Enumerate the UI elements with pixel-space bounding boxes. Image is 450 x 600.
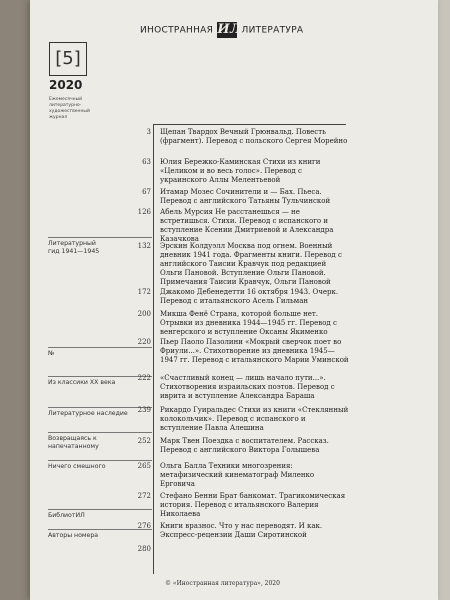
page-number: 239: [137, 406, 151, 414]
toc-entry: Пьер Паоло Пазолини «Мокрый сверчок поет во Фриули...». Стихотворение из дневника 1945—1947 гг. Перевод с итальянского Марии Уминской: [160, 338, 349, 364]
page-number: 63: [142, 158, 151, 166]
toc-entry: Микша Фенё Страна, которой больше нет. Отрывки из дневника 1944—1945 гг. Перевод с венгерского и вступление Оксаны Якименко: [160, 310, 337, 336]
section-returning: Возвращаясь к напечатанному: [48, 435, 99, 450]
section-divider: [48, 460, 152, 461]
page-number: 126: [137, 208, 151, 216]
page-number: 272: [137, 492, 151, 500]
page-number: 265: [137, 462, 151, 470]
page-number: 3: [146, 128, 151, 136]
logo-mark: ИЛ: [217, 22, 242, 37]
section-bibliotil: БиблиотИЛ: [48, 512, 85, 519]
divider-top: [153, 124, 346, 125]
section-classics: Из классики XX века: [48, 379, 116, 386]
toc-entry: Рикардо Гуиральдес Стихи из книги «Стеклянный колокольчик». Перевод с испанского и вступление Павла Алешина: [160, 406, 349, 432]
toc-entry: Ольга Балла Техники многозрения: метафизический кинематограф Миленко Ерговича: [160, 462, 315, 488]
tagline: Ежемесячный литературно-художественный журнал: [49, 97, 90, 120]
background-edge: [438, 0, 450, 600]
toc-entry: Книги вразнос. Что у нас переводят. И как. Экспресс-рецензии Даши Сиротинской: [160, 522, 323, 539]
page-number: 132: [137, 242, 151, 250]
journal-logo: [140, 22, 303, 38]
section-divider: [48, 432, 152, 433]
toc-entry: Стефано Бенни Брат банкомат. Трагикомическая история. Перевод с итальянского Валерия Николаева: [160, 492, 346, 518]
section-divider: [48, 237, 152, 238]
section-heritage: Литературное наследие: [48, 410, 128, 417]
issue-year: 2020: [49, 78, 83, 92]
toc-entry: «Счастливый конец — лишь начало пути...». Стихотворения израильских поэтов. Перевод с иврита и вступление Александра Бараша: [160, 374, 335, 400]
section-number: №: [48, 350, 55, 357]
logo-left-text: ИНОСТРАННАЯ: [140, 25, 214, 36]
issue-number: [5]: [49, 42, 87, 76]
page-number: 172: [137, 288, 151, 296]
page-number: 222: [137, 374, 151, 382]
section-authors: Авторы номера: [48, 532, 99, 539]
page-number: 280: [137, 545, 151, 553]
copyright-footer: © «Иностранная литература», 2020: [165, 580, 280, 587]
section-divider: [48, 347, 152, 348]
toc-entry: Джакомо Дебенедетти 16 октября 1943. Очерк. Перевод с итальянского Асель Гильман: [160, 288, 339, 305]
page-number: 200: [137, 310, 151, 318]
toc-entry: Юлия Бережко-Каминская Стихи из книги «Целиком и во весь голос». Перевод с украинского Аллы Мелентьевой: [160, 158, 321, 184]
toc-entry: Итамар Мозес Сочинители и — Бах. Пьеса. Перевод с английского Татьяны Тульчинской: [160, 188, 331, 205]
page-number: 252: [137, 437, 151, 445]
divider-vertical: [153, 124, 154, 574]
page-number: 220: [137, 338, 151, 346]
section-nothing-funny: Ничего смешного: [48, 463, 106, 470]
toc-entry: Эрскин Колдуэлл Москва под огнем. Военный дневник 1941 года. Фрагменты книги. Перевод с английского Таисии Кравчук под редакцией Ольги Пановой. Вступление Ольги Пановой. Примечания Таисии Кравчук, Ольги Пановой: [160, 242, 342, 286]
toc-entry: Щепан Твардох Вечный Грюнвальд. Повесть (фрагмент). Перевод с польского Сергея Морейно: [160, 128, 348, 145]
toc-entry: Абель Мурсия Не расстанешься — не встретишься. Стихи. Перевод с испанского и вступление Ксении Дмитриевой и Александра Казачкова: [160, 208, 334, 243]
section-literary-guide: Литературный гид 1941—1945: [48, 240, 100, 255]
logo-right-text: ЛИТЕРАТУРА: [241, 25, 304, 36]
page-number: 67: [142, 188, 151, 196]
toc-entry: Марк Твен Поездка с воспитателем. Рассказ. Перевод с английского Виктора Голышева: [160, 437, 329, 454]
page-number: 276: [137, 522, 151, 530]
section-divider: [48, 509, 152, 510]
